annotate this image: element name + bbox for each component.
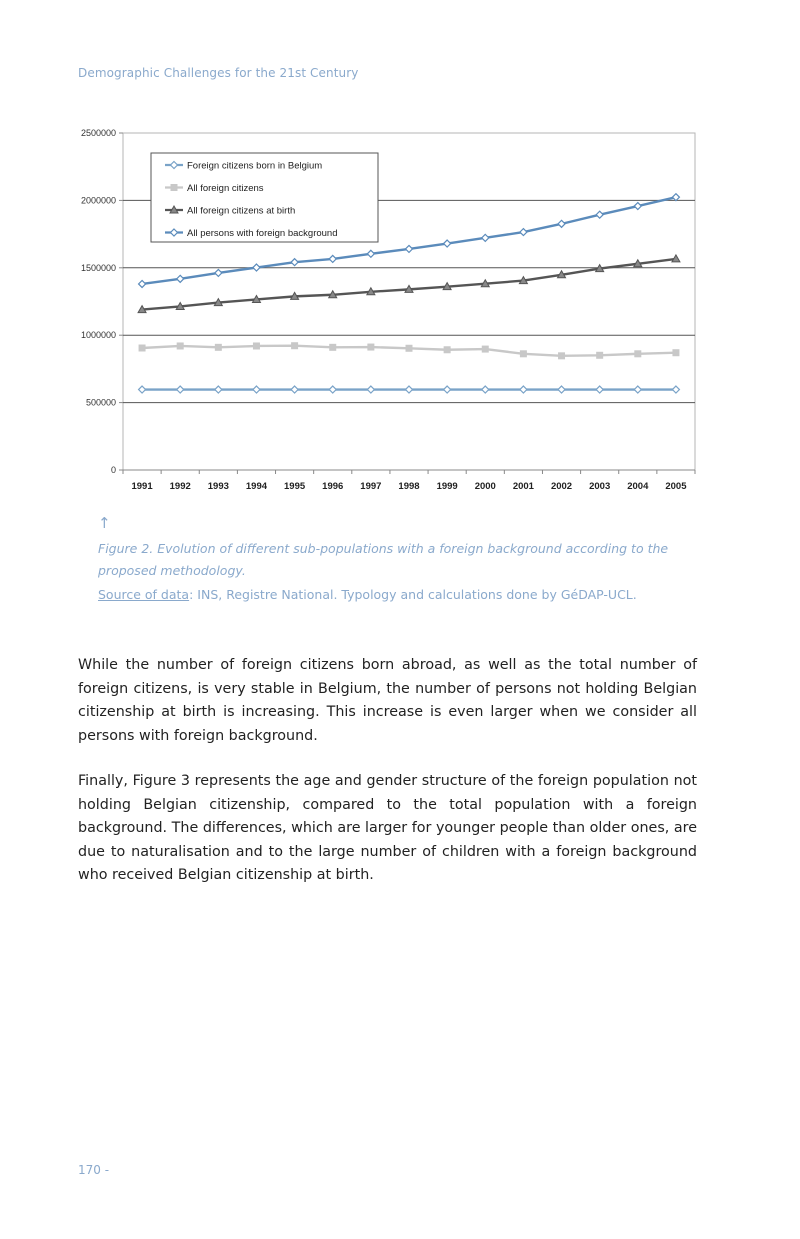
- population-line-chart: [70, 125, 710, 505]
- data-point: [520, 386, 527, 393]
- series-line: [142, 259, 676, 310]
- y-tick-label: 2500000: [80, 128, 116, 138]
- x-tick-label: 1998: [398, 481, 420, 492]
- data-point: [597, 352, 603, 358]
- data-point: [329, 255, 336, 262]
- data-point: [291, 259, 298, 266]
- data-point: [253, 264, 260, 271]
- data-point: [253, 343, 259, 349]
- x-tick-label: 2003: [589, 481, 611, 492]
- data-point: [253, 386, 260, 393]
- data-point: [177, 275, 184, 282]
- x-tick-label: 1999: [436, 481, 458, 492]
- y-tick-label: 1500000: [80, 262, 116, 273]
- x-tick-label: 1995: [284, 481, 306, 492]
- data-point: [482, 386, 489, 393]
- page-number: 170 -: [78, 1163, 110, 1177]
- data-point: [215, 344, 221, 350]
- x-tick-label: 1993: [207, 481, 229, 492]
- data-point: [635, 351, 641, 357]
- data-point: [292, 343, 298, 349]
- data-point: [406, 386, 413, 393]
- source-label-link[interactable]: Source of data: [98, 587, 190, 602]
- data-point: [482, 346, 488, 352]
- data-point: [215, 386, 222, 393]
- data-point: [559, 353, 565, 359]
- up-arrow-icon: ↑: [98, 514, 111, 532]
- x-tick-label: 1997: [360, 481, 382, 492]
- data-point: [596, 211, 603, 218]
- data-point: [291, 386, 298, 393]
- data-point: [215, 269, 222, 276]
- series-3: [138, 255, 680, 313]
- y-tick-label: 1000000: [80, 330, 116, 341]
- data-point: [596, 386, 603, 393]
- data-point: [139, 386, 146, 393]
- data-point: [672, 386, 679, 393]
- data-point: [367, 386, 374, 393]
- data-point: [177, 386, 184, 393]
- data-point: [139, 280, 146, 287]
- data-point: [444, 347, 450, 353]
- data-point: [482, 234, 489, 241]
- y-tick-label: 500000: [85, 397, 116, 408]
- x-tick-label: 1996: [322, 481, 344, 492]
- data-point: [329, 386, 336, 393]
- chart-legend: [151, 153, 378, 242]
- data-point: [330, 344, 336, 350]
- data-point: [520, 351, 526, 357]
- series-1: [139, 386, 680, 393]
- source-text: : INS, Registre National. Typology and calculations done by GéDAP-UCL.: [189, 587, 637, 602]
- legend-entry-label: All persons with foreign background: [187, 228, 338, 239]
- y-tick-label: 2000000: [80, 195, 116, 206]
- x-tick-label: 1994: [245, 481, 268, 492]
- x-tick-label: 1991: [131, 481, 153, 492]
- running-header: Demographic Challenges for the 21st Century: [78, 66, 359, 80]
- x-tick-label: 2000: [474, 481, 496, 492]
- legend-entry-label: All foreign citizens: [187, 183, 264, 194]
- figure-caption: Figure 2. Evolution of different sub-populations with a foreign background according to the proposed methodology.: [98, 541, 669, 578]
- series-2: [139, 343, 679, 359]
- data-point: [368, 344, 374, 350]
- data-point: [367, 250, 374, 257]
- body-paragraph-1: While the number of foreign citizens born abroad, as well as the total number of foreign citizens, is very stable in Belgium, the number of persons not holding Belgian citizenship at birth is increasing. This increase is even larger when we consider all persons with foreign background.: [78, 657, 697, 744]
- data-point: [444, 240, 451, 247]
- data-point: [444, 386, 451, 393]
- legend-entry-label: Foreign citizens born in Belgium: [187, 160, 323, 172]
- data-point: [634, 203, 641, 210]
- data-point: [406, 345, 412, 351]
- data-point: [558, 220, 565, 227]
- data-point: [520, 229, 527, 236]
- data-point: [406, 245, 413, 252]
- y-tick-label: 0: [110, 465, 116, 475]
- data-point: [558, 386, 565, 393]
- legend-entry-label: All foreign citizens at birth: [187, 205, 296, 217]
- data-point: [673, 350, 679, 356]
- data-point: [171, 185, 177, 191]
- data-point: [177, 343, 183, 349]
- figure-source: [98, 584, 718, 606]
- x-tick-label: 2002: [550, 481, 573, 492]
- x-tick-label: 1992: [169, 481, 191, 492]
- data-point: [634, 386, 641, 393]
- data-point: [672, 194, 679, 201]
- body-paragraph-2: Finally, Figure 3 represents the age and gender structure of the foreign population not holding Belgian citizenship, compared to the total population with a foreign background. The differences, which are larger for younger people than older ones, are due to naturalisation and to the large number of children with a foreign background who received Belgian citizenship at birth.: [78, 773, 697, 883]
- x-tick-label: 2005: [665, 481, 687, 492]
- x-tick-label: 2001: [512, 481, 534, 492]
- x-tick-label: 2004: [627, 481, 649, 492]
- data-point: [139, 345, 145, 351]
